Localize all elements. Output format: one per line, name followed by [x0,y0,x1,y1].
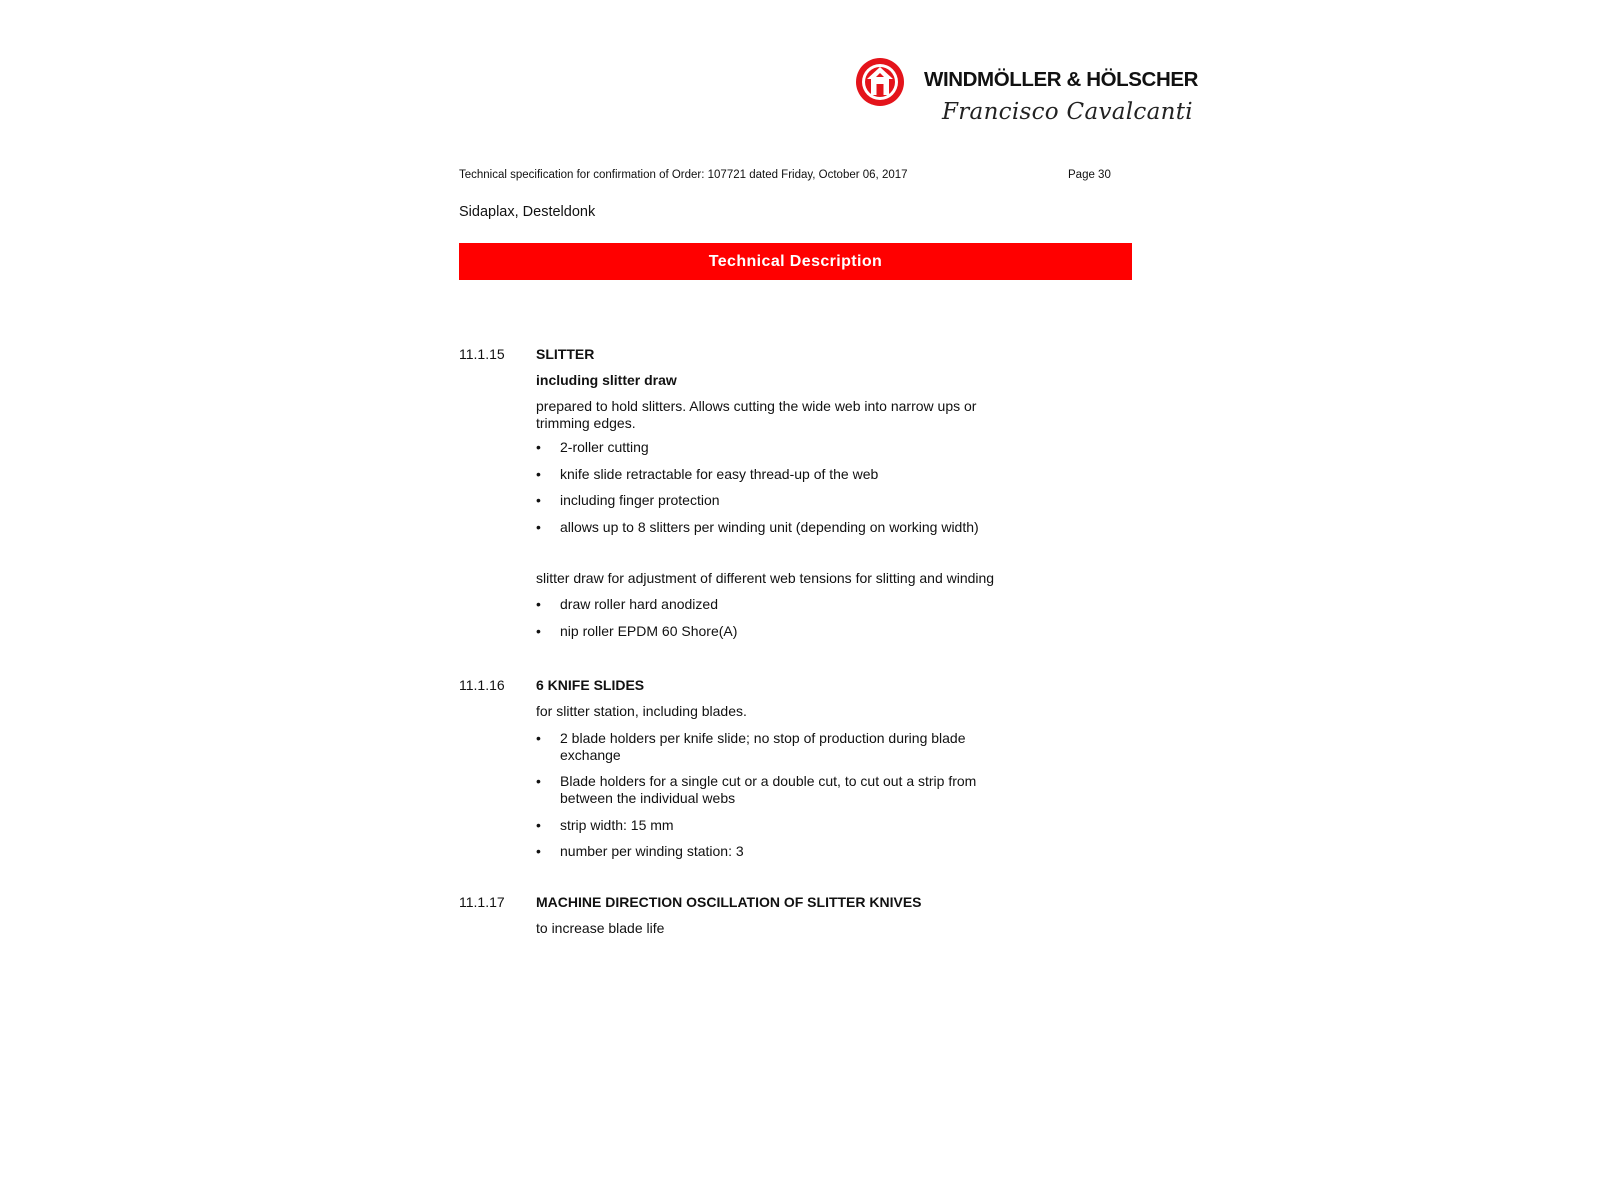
page-number: Page 30 [1068,169,1111,181]
spec-line: Technical specification for confirmation of Order: 107721 dated Friday, October 06, 2017 [459,169,908,181]
bullet-item [536,492,1006,509]
bullet-dot: • [536,439,541,455]
bullet-text: including finger protection [560,492,720,508]
company-logo-icon [855,57,905,107]
section-title: 6 KNIFE SLIDES [536,677,645,693]
bullet-dot: • [536,623,541,639]
bullet-item [536,466,1006,483]
bullet-item [536,773,1006,807]
bullet-dot: • [536,730,541,746]
bullet-dot: • [536,519,541,535]
section-intro: prepared to hold slitters. Allows cutting the wide web into narrow ups or trimming edges. [536,398,977,431]
bullet-item [536,596,1006,613]
bullet-dot: • [536,817,541,833]
bullet-item [536,843,1006,860]
customer-name: Sidaplax, Desteldonk [459,204,596,220]
section-intro-2: slitter draw for adjustment of different web tensions for slitting and winding [536,570,995,586]
bullet-text: strip width: 15 mm [560,817,674,833]
brand-name: WINDMÖLLER & HÖLSCHER [924,68,1199,91]
bullet-dot: • [536,466,541,482]
section-title: MACHINE DIRECTION OSCILLATION OF SLITTER KNIVES [536,894,922,910]
section-number: 11.1.15 [459,346,505,362]
section-intro: to increase blade life [536,920,665,936]
section-intro: for slitter station, including blades. [536,703,747,719]
section-banner [459,243,1132,280]
bullet-item [536,817,1006,834]
bullet-item [536,730,1006,764]
bullet-text: knife slide retractable for easy thread-up of the web [560,466,879,482]
signature: Francisco Cavalcanti [942,99,1193,125]
section-number: 11.1.16 [459,677,505,693]
bullet-text: number per winding station: 3 [560,843,744,859]
bullet-text: 2-roller cutting [560,439,649,455]
bullet-dot: • [536,773,541,789]
bullet-text: 2 blade holders per knife slide; no stop of production during blade exchange [560,730,966,763]
bullet-text: draw roller hard anodized [560,596,718,612]
bullet-item [536,623,1006,640]
bullet-dot: • [536,596,541,612]
bullet-item [536,439,1006,456]
bullet-dot: • [536,843,541,859]
bullet-text: nip roller EPDM 60 Shore(A) [560,623,738,639]
bullet-text: allows up to 8 slitters per winding unit (depending on working width) [560,519,979,535]
bullet-text: Blade holders for a single cut or a double cut, to cut out a strip from between the individual webs [560,773,977,806]
company-logo-block [855,55,1199,135]
section-subtitle: including slitter draw [536,372,677,388]
section-number: 11.1.17 [459,894,505,910]
banner-title: Technical Description [708,252,883,270]
section-title: SLITTER [536,346,595,362]
bullet-dot: • [536,492,541,508]
bullet-item [536,519,1006,536]
